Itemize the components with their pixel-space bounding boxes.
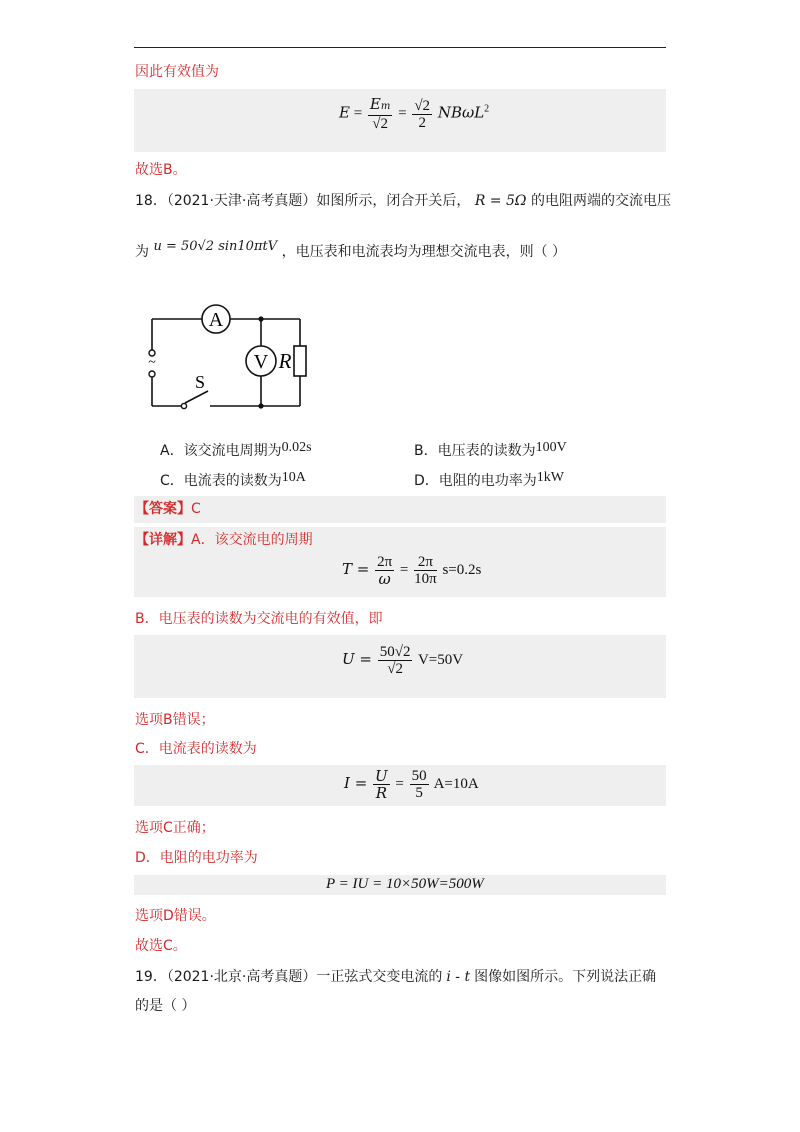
option-c-label: C．电流表的读数为 [160,473,282,489]
q18-number: 18． [135,193,167,209]
equation-box-u [134,635,666,698]
d-text: D．电阻的电功率为 [135,850,258,866]
q19-line2: 的是（ ） [135,998,196,1014]
eq-t-d1: ω [378,570,391,588]
q18-u-expr: u = 50√2 sin10πtV [153,239,278,254]
q19-it: i - t [446,969,471,985]
detail-text: A．该交流电的周期 [191,532,313,548]
circuit-diagram [140,298,320,416]
option-d-label: D．电阻的电功率为 [414,473,537,489]
junction-top [258,316,263,321]
equation-i: I = $\frac{U}{R}$ = $\frac{50}{5}$ A=10A [344,767,479,802]
eq-t-d2: 10π [414,571,437,587]
junction-bottom [258,403,263,408]
q18-r-value: R = 5Ω [474,193,527,209]
option-d-value: 1kW [536,470,564,485]
option-b[interactable] [414,440,567,460]
eq-i-d2: 5 [415,785,423,801]
eq-t-lhs: T = [342,559,370,578]
q18-text-a: 如图所示，闭合开关后， [316,193,471,209]
equation-e: E = $\frac{Em}{√2}$ = $\frac{√2}{2}$ NBωL$^2$ [339,95,490,132]
switch-pivot [181,403,186,408]
eq-u-n1: 50√2 [379,644,411,660]
option-c-value: 10A [281,470,306,485]
c-result: 选项C正确； [135,820,215,836]
b-text: B．电压表的读数为交流电的有效值，即 [135,611,383,627]
b-result: 选项B错误； [135,712,215,728]
eq-i-lhs: I = [344,773,368,792]
ammeter-label: A [208,309,224,331]
equation-u [342,644,463,677]
option-c[interactable] [160,470,306,490]
q18-text-d: ，电压表和电流表均为理想交流电表，则（ ） [281,244,567,260]
q18-text-b: 的电阻两端的交流电压 [530,193,671,209]
switch-label: S [194,372,206,392]
q19-number: 19． [135,969,167,985]
answer-value: C [191,501,201,517]
eq-u-lhs: U = [342,649,372,668]
q18-line2 [135,239,567,263]
answer-line [135,499,201,519]
option-a[interactable] [160,440,312,460]
eq-u-d1: √2 [387,661,403,677]
q18-line1 [135,191,671,211]
q19-text-b: 图像如图所示。下列说法正确 [474,969,657,985]
option-d[interactable] [414,470,564,490]
conclusion-c: 故选C。 [135,938,187,954]
equation-p: P = IU = 10×50W=500W [326,876,484,892]
q19-source: （2021·北京·高考真题） [166,969,317,985]
intro-label: 因此有效值为 [135,64,219,80]
c-text: C．电流表的读数为 [135,741,257,757]
equation-t: T = $\frac{2\pi}{\omega}$ = $\frac{2\pi}{10\pi}$ s=0.2s [342,554,482,588]
conclusion-b: 故选B。 [135,162,187,178]
eq-t-n1: 2π [377,554,393,570]
option-b-value: 100V [535,440,567,455]
eq-t-rest: s=0.2s [442,561,482,578]
source-label: ~ [148,355,156,370]
resistor-icon [294,346,306,376]
d-result: 选项D错误。 [135,908,216,924]
option-b-label: B．电压表的读数为 [414,443,536,459]
equation-box-e [134,89,666,152]
eq-i-rest: A=10A [433,775,479,792]
q19-text-a: 一正弦式交变电流的 [316,969,443,985]
detail-line [135,530,313,550]
resistor-label: R [278,349,292,373]
option-a-label: A．该交流电周期为 [160,443,282,459]
eq-i-n2: 50 [411,768,427,784]
q18-source: （2021·天津·高考真题） [166,193,317,209]
q18-text-c: 为 [135,244,149,260]
voltmeter-label: V [253,351,269,373]
source-terminal-bottom [149,371,155,377]
eq-t-n2: 2π [414,554,437,571]
q19-line1 [135,967,656,987]
eq-i-n1: U [375,767,388,785]
equation-box-p [134,875,666,895]
answer-tag: 【答案】 [135,501,191,517]
eq-i-d1: R [375,784,387,802]
option-a-value: 0.02s [281,440,312,455]
header-rule [134,47,666,48]
answer-box [134,496,666,523]
equation-box-i [134,765,666,806]
eq-u-rest: V=50V [417,651,464,668]
detail-tag: 【详解】 [135,532,191,548]
